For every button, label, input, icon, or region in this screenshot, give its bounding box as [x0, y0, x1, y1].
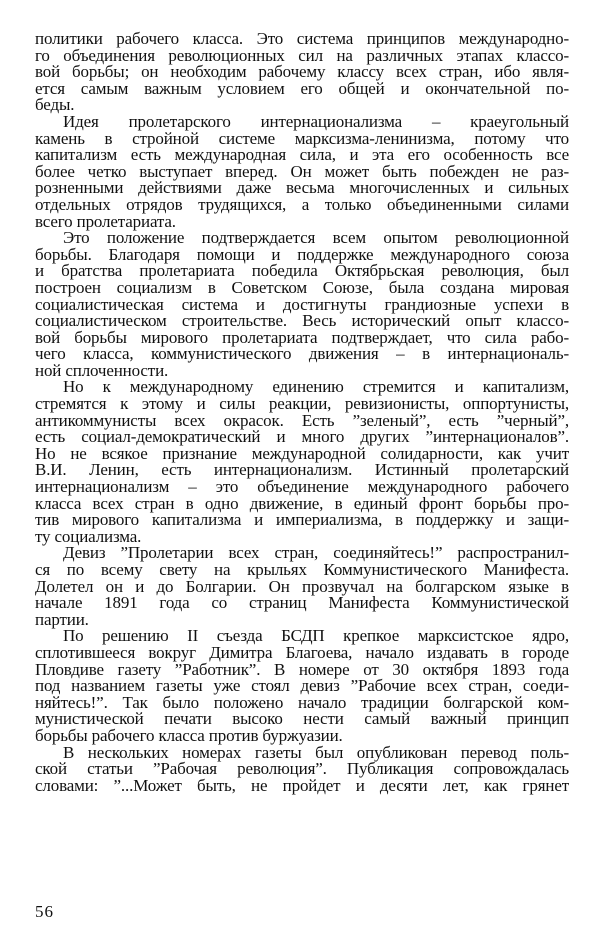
- text-line: По решению II съезда БСДП крепкое марксистское ядро,: [63, 626, 569, 646]
- text-line: Это положение подтверждается всем опытом революционной: [63, 228, 569, 248]
- text-line: вой борьбы мирового пролетариата подтверждает, что сила рабо-: [35, 327, 569, 347]
- paragraph: [35, 111, 569, 231]
- text-line: капитализм есть международная сила, и эта его особенность все: [35, 145, 569, 165]
- text-line: Долетел он и до Болгарии. Он прозвучал на болгарском языке в: [35, 576, 569, 596]
- text-line: мунистической печати высоко нести самый важный принцип: [35, 709, 569, 729]
- text-line: вой борьбы; он необходим рабочему классу всех стран, ибо явля-: [35, 62, 569, 82]
- text-line: построен социализм в Советском Союзе, была создана мировая: [35, 277, 569, 297]
- text-line: беды.: [35, 95, 75, 115]
- text-line: всего пролетариата.: [35, 211, 176, 231]
- text-line: сплотившееся вокруг Димитра Благоева, начало издавать в городе: [35, 642, 569, 662]
- text-line: ту социализма.: [35, 526, 142, 546]
- text-line: Девиз ”Пролетарии всех стран, соединяйтесь!” распространил-: [63, 543, 569, 563]
- text-line: отдельных отрядов трудящихся, а только объединенными силами: [35, 194, 569, 214]
- text-line: няйтесь!”. Так было положено начало традиции болгарской ком-: [35, 692, 569, 712]
- paragraph: [35, 31, 569, 114]
- text-line: Идея пролетарского интернационализма – краеугольный: [63, 111, 569, 131]
- text-line: В нескольких номерах газеты был опубликован перевод поль-: [63, 742, 569, 762]
- text-line: социалистическая система и достигнуты грандиозные успехи в: [35, 294, 569, 314]
- text-line: чего класса, коммунистического движения – в интернациональ-: [35, 344, 569, 364]
- text-line: начале 1891 года со страниц Манифеста Коммунистической: [35, 593, 569, 613]
- text-line: ется самым важным условием его общей и окончательной по-: [35, 78, 569, 98]
- text-line: класса всех стран в одно движение, в единый фронт борьбы про-: [35, 493, 569, 513]
- paragraph: [35, 742, 569, 795]
- text-line: стремятся к этому и силы реакции, ревизионисты, оппортунисты,: [35, 394, 569, 414]
- text-line: ской статьи ”Рабочая революция”. Публикация сопровождалась: [35, 759, 569, 779]
- text-line: ся по всему свету на крыльях Коммунистического Манифеста.: [35, 560, 569, 579]
- text-line: интернационализм – это объединение международного рабочего: [35, 477, 569, 497]
- text-line: антикоммунисты всех окрасок. Есть ”зеленый”, есть ”черный”,: [35, 410, 569, 430]
- text-line: камень в стройной системе марксизма-ленинизма, потому что: [35, 128, 569, 148]
- text-line: и братства пролетариата победила Октябрьская революция, был: [35, 261, 569, 281]
- paragraph: [35, 379, 569, 545]
- text-line: Но не всякое признание международной солидарности, как учит: [35, 443, 569, 463]
- text-line: го объединения революционных сил на различных этапах классо-: [35, 45, 569, 65]
- text-line: социалистическом строительстве. Весь исторический опыт классо-: [35, 311, 569, 331]
- text-line: ной сплоченности.: [35, 360, 169, 380]
- text-line: розненными действиями даже весьма многочисленных и сильных: [35, 178, 569, 198]
- paragraph: [35, 230, 569, 379]
- text-line: Но к международному единению стремится и капитализм,: [63, 377, 569, 397]
- text-line: В.И. Ленин, есть интернационализм. Истинный пролетарский: [35, 460, 569, 480]
- text-line: под названием газеты уже стоял девиз ”Рабочие всех стран, соеди-: [35, 676, 569, 696]
- text-line: борьбы рабочего класса против буржуазии.: [35, 725, 343, 745]
- text-line: борьбы. Благодаря помощи и поддержке международного союза: [35, 244, 569, 264]
- paragraph: [35, 545, 569, 628]
- text-line: словами: ”...Может быть, не пройдет и десяти лет, как грянет: [35, 775, 569, 795]
- text-line: партии.: [35, 609, 89, 629]
- page-number: 56: [35, 902, 54, 921]
- text-line: тив мирового капитализма и империализма, в поддержку и защи-: [35, 510, 569, 530]
- text-line: более четко выступает вперед. Он может быть побежден не раз-: [35, 161, 569, 181]
- paragraph: [35, 628, 569, 744]
- text-line: Пловдиве газету ”Работник”. В номере от 30 октября 1893 года: [35, 659, 569, 679]
- text-line: есть социал-демократический и много других ”интернационалов”.: [35, 427, 569, 447]
- book-page: [35, 31, 569, 794]
- text-line: политики рабочего класса. Это система принципов международно-: [35, 29, 569, 48]
